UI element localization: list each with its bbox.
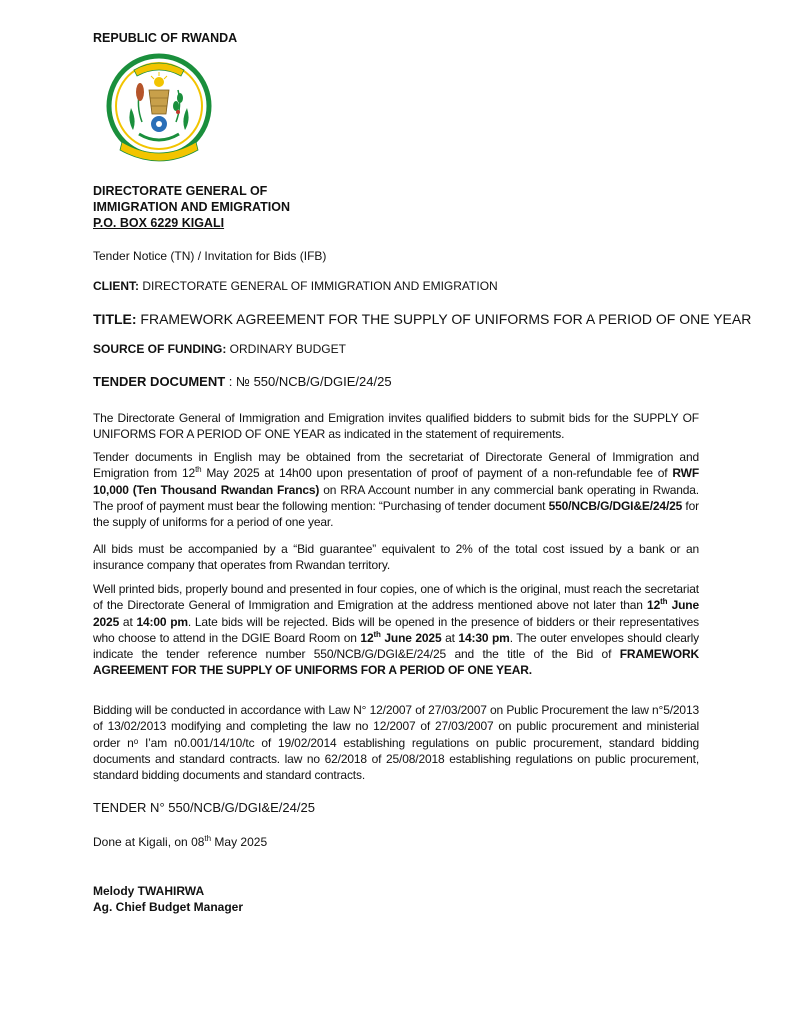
signatory-name: Melody TWAHIRWA [93, 884, 205, 898]
rwanda-seal [104, 50, 214, 166]
client-value: DIRECTORATE GENERAL OF IMMIGRATION AND EMIGRATION [139, 279, 498, 293]
title-line [93, 310, 751, 328]
paragraph-invitation: The Directorate General of Immigration and Emigration invites qualified bidders to submit bids for the SUPPLY OF UNIFORMS FOR A PERIOD OF ONE YEAR as indicated in the statement of requirements. [93, 411, 699, 442]
title-label: TITLE: [93, 311, 137, 327]
org-name-line2: IMMIGRATION AND EMIGRATION [93, 200, 290, 214]
done-at-line: Done at Kigali, on 08th May 2025 [93, 834, 268, 849]
funding-label: SOURCE OF FUNDING: [93, 342, 227, 356]
paragraph-documents: Tender documents in English may be obtained from the secretariat of Directorate General of Immigration and Emigration from 12th May 2025 at 14h00 upon presentation of proof of payment of a non-refundable fee of RWF 10,000 (Ten Thousand Rwandan Francs) on RRA Account number in any commercial bank operating in Rwanda. The proof of payment must bear the following mention: “Purchasing of tender document 550/NCB/G/DGI&E/24/25 for the supply of uniforms for a period of one year. [93, 450, 699, 530]
tender-document-line [93, 374, 392, 390]
paragraph-submission: Well printed bids, properly bound and presented in four copies, one of which is the original, must reach the secretariat of the Directorate General of Immigration and Emigration at the address mentioned above not later than 12th June 2025 at 14:00 pm. Late bids will be rejected. Bids will be opened in the presence of bidders or their representatives who choose to attend in the DGIE Board Room on 12th June 2025 at 14:30 pm. The outer envelopes should clearly indicate the tender reference number 550/NCB/G/DGI&E/24/25 and the title of the Bid of FRAMEWORK AGREEMENT FOR THE SUPPLY OF UNIFORMS FOR A PERIOD OF ONE YEAR. [93, 582, 700, 678]
funding-line [93, 341, 346, 357]
paragraph-bid-guarantee: All bids must be accompanied by a “Bid guarantee” equivalent to 2% of the total cost issued by a bank or an insurance company that operates from Rwandan territory. [93, 542, 699, 573]
client-line [93, 278, 498, 294]
tender-document-label: TENDER DOCUMENT [93, 374, 226, 389]
client-label: CLIENT: [93, 279, 139, 293]
country-heading: REPUBLIC OF RWANDA [93, 31, 238, 45]
title-value: FRAMEWORK AGREEMENT FOR THE SUPPLY OF UNIFORMS FOR A PERIOD OF ONE YEAR [136, 311, 752, 327]
tender-reference: TENDER N° 550/NCB/G/DGI&E/24/25 [93, 800, 315, 815]
po-box: P.O. BOX 6229 KIGALI [93, 216, 225, 230]
paragraph-legal-basis: Bidding will be conducted in accordance with Law N° 12/2007 of 27/03/2007 on Public Procurement the law n°5/2013 of 13/02/2013 modifying and completing the law no 12/2007 of 27/03/2007 on public procurement and ministerial order nᵒ I’am n0.001/14/10/tc of 19/02/2014 establishing regulations on public procurement, standard bidding documents and standard contracts. law no 62/2018 of 25/08/2018 establishing regulations on public procurement, standard bidding documents and standard contracts. [93, 703, 699, 783]
funding-value: ORDINARY BUDGET [226, 342, 346, 356]
notice-type: Tender Notice (TN) / Invitation for Bids (IFB) [93, 249, 327, 263]
tender-document-value: : № 550/NCB/G/DGIE/24/25 [225, 374, 392, 389]
signatory-title: Ag. Chief Budget Manager [93, 900, 244, 914]
org-name-line1: DIRECTORATE GENERAL OF [93, 184, 268, 198]
